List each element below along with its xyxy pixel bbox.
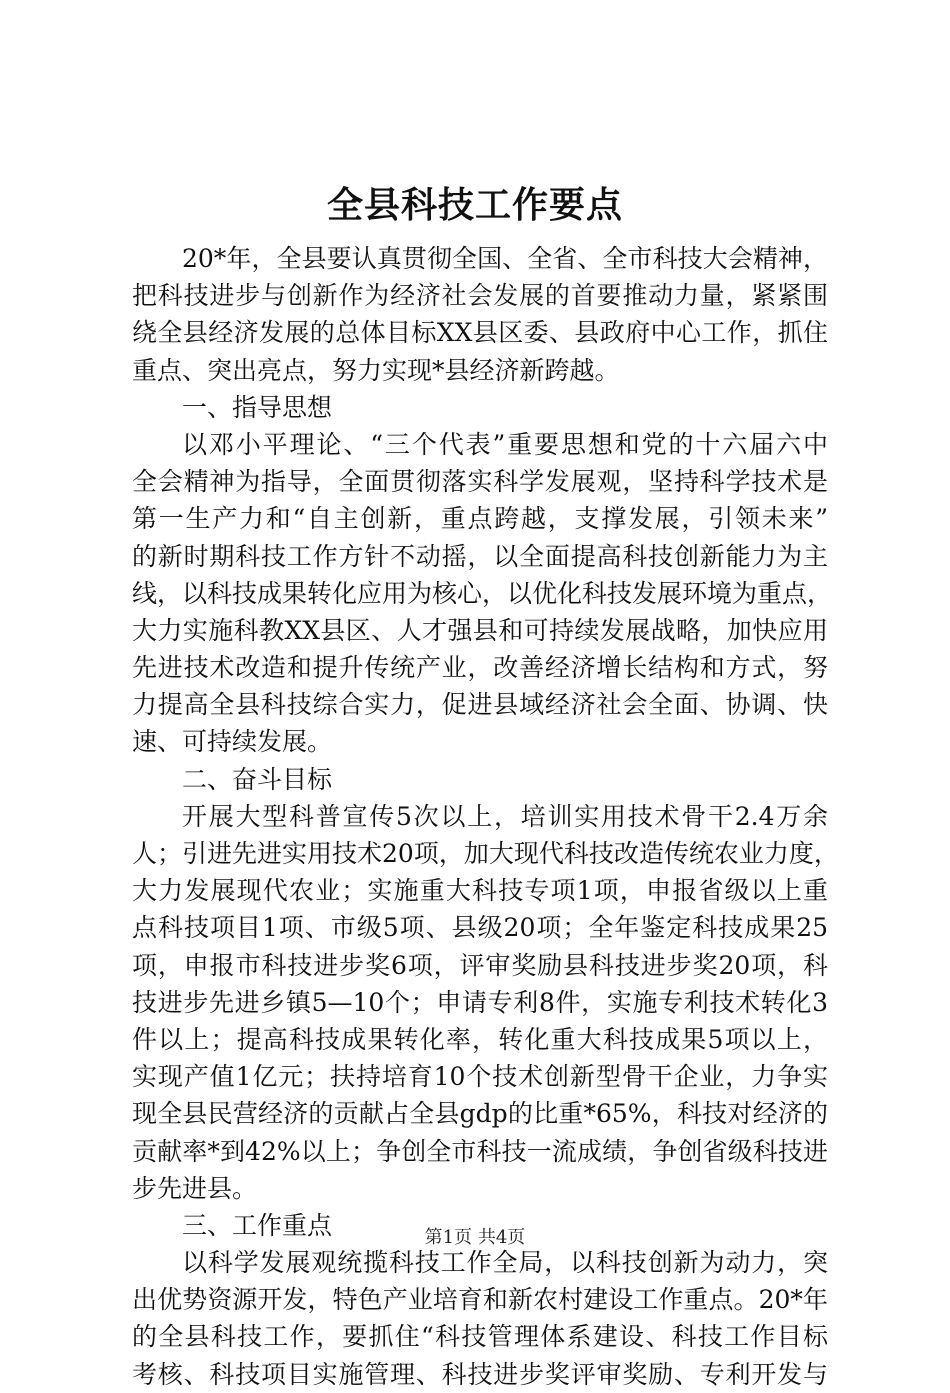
paragraph-line: 第一生产力和“自主创新，重点跨越，支撑发展，引领未来” <box>132 504 828 534</box>
paragraph-line: 出优势资源开发，特色产业培育和新农村建设工作重点。20*年 <box>132 1285 828 1315</box>
paragraph-line: 人；引进先进实用技术20项，加大现代科技改造传统农业力度， <box>132 839 839 868</box>
page-number-footer: 第1页 共4页 <box>424 1227 526 1248</box>
paragraph-line: 以科学发展观统揽科技工作全局，以科技创新为动力，突 <box>182 1248 828 1278</box>
paragraph-line: 的全县科技工作，要抓住“科技管理体系建设、科技工作目标 <box>132 1322 828 1352</box>
section-heading-guiding-ideology: 一、指导思想 <box>182 392 333 422</box>
paragraph-line: 线，以科技成果转化应用为核心，以优化科技发展环境为重点， <box>132 578 833 608</box>
paragraph-line: 件以上；提高科技成果转化率，转化重大科技成果5项以上， <box>132 1024 828 1054</box>
paragraph-line: 实现产值1亿元；扶持培育10个技术创新型骨干企业，力争实 <box>132 1062 828 1092</box>
section-heading-goals: 二、奋斗目标 <box>182 764 333 794</box>
paragraph-line: 大力实施科教XX县区、人才强县和可持续发展战略，加快应用 <box>132 615 828 645</box>
section-heading-work-priorities: 三、工作重点 <box>182 1210 333 1240</box>
paragraph-line: 技进步先进乡镇5—10个；申请专利8件，实施专利技术转化3 <box>132 987 828 1017</box>
paragraph-line: 大力发展现代农业；实施重大科技专项1项，申报省级以上重 <box>132 876 828 906</box>
paragraph-line: 速、可持续发展。 <box>132 727 333 757</box>
paragraph-line: 现全县民营经济的贡献占全县gdp的比重*65%，科技对经济的 <box>132 1099 828 1129</box>
paragraph-line: 重点、突出亮点，努力实现*县经济新跨越。 <box>132 355 620 385</box>
paragraph-line: 20*年，全县要认真贯彻全国、全省、全市科技大会精神， <box>182 244 828 273</box>
paragraph-line: 贡献率*到42%以上；争创全市科技一流成绩，争创省级科技进 <box>132 1136 828 1166</box>
document-title: 全县科技工作要点 <box>326 185 623 226</box>
paragraph-line: 全会精神为指导，全面贯彻落实科学发展观，坚持科学技术是 <box>132 467 828 497</box>
paragraph-line: 绕全县经济发展的总体目标XX县区委、县政府中心工作，抓住 <box>132 318 828 348</box>
paragraph-line: 以邓小平理论、“三个代表”重要思想和党的十六届六中 <box>182 429 828 459</box>
paragraph-line: 点科技项目1项、市级5项、县级20项；全年鉴定科技成果25 <box>132 913 828 943</box>
paragraph-line: 力提高全县科技综合实力，促进县域经济社会全面、协调、快 <box>132 690 828 720</box>
paragraph-line: 把科技进步与创新作为经济社会发展的首要推动力量，紧紧围 <box>132 281 828 311</box>
paragraph-line: 项，申报市科技进步奖6项，评审奖励县科技进步奖20项，科 <box>132 950 828 980</box>
paragraph-line: 开展大型科普宣传5次以上，培训实用技术骨干2.4万余 <box>182 801 828 831</box>
paragraph-line: 步先进县。 <box>132 1173 258 1203</box>
document-body <box>132 240 839 1393</box>
paragraph-line: 考核、科技项目实施管理、科技进步奖评审奖励、专利开发与 <box>132 1359 828 1389</box>
paragraph-line: 的新时期科技工作方针不动摇，以全面提高科技创新能力为主 <box>132 541 828 571</box>
paragraph-line: 先进技术改造和提升传统产业，改善经济增长结构和方式，努 <box>132 653 828 683</box>
